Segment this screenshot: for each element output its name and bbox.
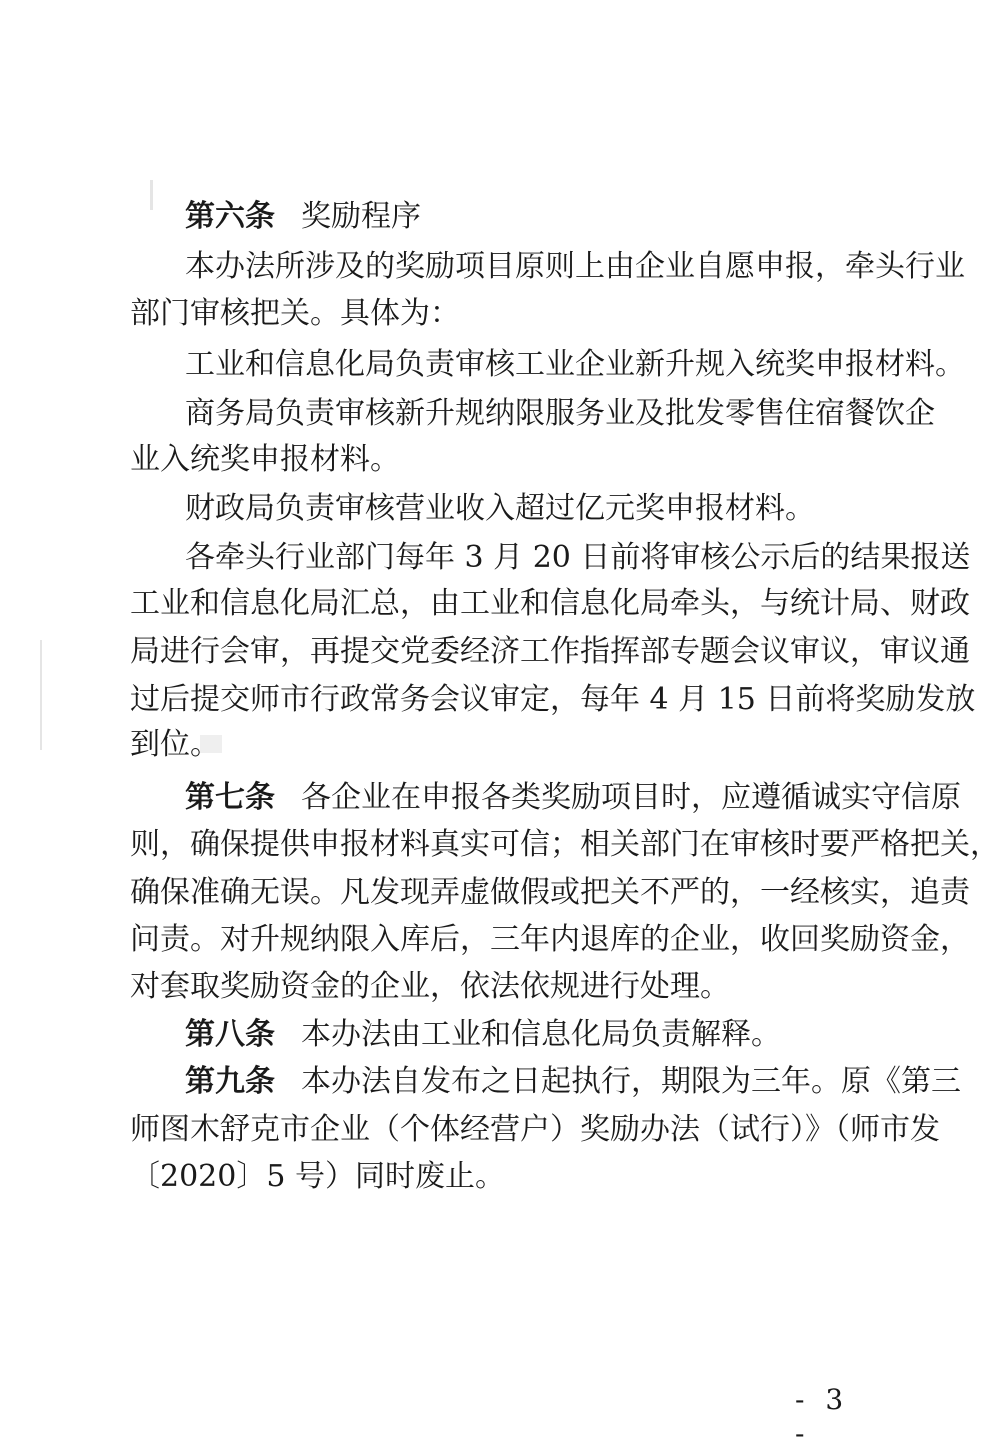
article7-heading: 第七条 — [185, 780, 275, 815]
article8-text: 本办法由工业和信息化局负责解释。 — [301, 1017, 781, 1052]
article6-p3-line1: 商务局负责审核新升规纳限服务业及批发零售住宿餐饮企 — [185, 396, 935, 431]
scan-mark-top-left — [150, 180, 153, 210]
scan-mark-left-margin — [40, 640, 42, 750]
article6-p5-line3: 局进行会审，再提交党委经济工作指挥部专题会议审议，审议通 — [130, 634, 970, 669]
article6-p5-line4: 过后提交师市行政常务会议审定，每年 4 月 15 日前将奖励发放 — [130, 682, 976, 717]
article6-p5-line1: 各牵头行业部门每年 3 月 20 日前将审核公示后的结果报送 — [185, 540, 971, 575]
article8-line — [185, 1015, 870, 1055]
article7-line3: 确保准确无误。凡发现弄虚做假或把关不严的，一经核实，追责 — [130, 875, 970, 910]
article6-p2: 工业和信息化局负责审核工业企业新升规入统奖申报材料。 — [185, 347, 965, 382]
page-number: - 3 - — [795, 1383, 850, 1450]
article9-heading: 第九条 — [185, 1064, 275, 1099]
article7-line1-wrap — [185, 778, 961, 818]
article6-p5-line2: 工业和信息化局汇总，由工业和信息化局牵头，与统计局、财政 — [130, 586, 970, 621]
article6-p1-line1: 本办法所涉及的奖励项目原则上由企业自愿申报，牵头行业 — [185, 249, 965, 284]
article7-line2: 则，确保提供申报材料真实可信；相关部门在审核时要严格把关， — [130, 827, 1000, 862]
article6-heading: 第六条 — [185, 199, 275, 234]
article6-p5-line5: 到位。 — [130, 727, 220, 762]
article6-p3-line2: 业入统奖申报材料。 — [130, 442, 400, 477]
article6-title: 奖励程序 — [301, 199, 421, 234]
article6-p1-line2: 部门审核把关。具体为： — [130, 296, 460, 331]
article9-line3: 〔2020〕5 号）同时废止。 — [130, 1159, 505, 1194]
article9-line1-wrap — [185, 1062, 961, 1102]
article9-line2: 师图木舒克市企业（个体经营户）奖励办法（试行）》（师市发 — [130, 1112, 940, 1147]
article7-line5: 对套取奖励资金的企业，依法依规进行处理。 — [130, 969, 730, 1004]
article7-line4: 问责。对升规纳限入库后，三年内退库的企业，收回奖励资金， — [130, 922, 970, 957]
article7-line1: 各企业在申报各类奖励项目时，应遵循诚实守信原 — [301, 780, 961, 815]
article8-heading: 第八条 — [185, 1017, 275, 1052]
article6-heading-line — [185, 197, 870, 237]
article6-p4: 财政局负责审核营业收入超过亿元奖申报材料。 — [185, 491, 815, 526]
article9-line1: 本办法自发布之日起执行，期限为三年。原《第三 — [301, 1064, 961, 1099]
